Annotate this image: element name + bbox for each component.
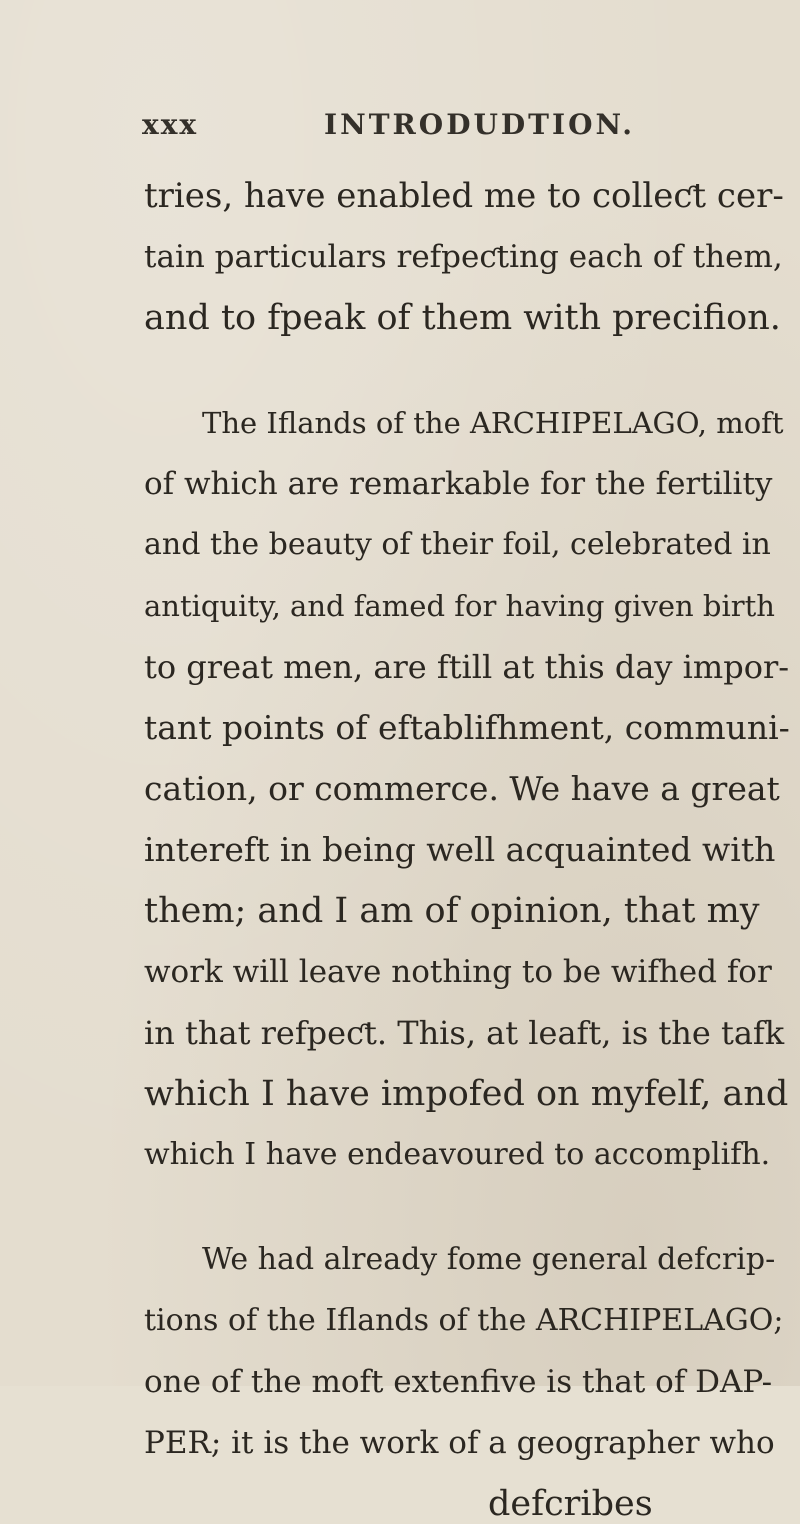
text-line: of which are remarkable for the fertility [144, 466, 773, 502]
running-head: INTRODUDTION. [324, 108, 636, 141]
text-line: which I have impofed on myfelf, and [144, 1074, 789, 1114]
text-line: The Iflands of the ARCHIPELAGO, moft [202, 406, 784, 440]
page-number: xxx [142, 108, 199, 141]
text-line: defcribes [488, 1484, 653, 1524]
text-line: and the beauty of their foil, celebrated in [144, 527, 771, 562]
text-line: which I have endeavoured to accomplifh. [144, 1137, 771, 1172]
text-line: to great men, are ftill at this day impor- [144, 648, 790, 686]
text-line: tant points of eftablifhment, communi- [144, 708, 790, 747]
text-line: and to fpeak of them with precifion. [144, 298, 781, 338]
text-line: one of the moft extenfive is that of DAP- [144, 1364, 773, 1400]
text-line: intereft in being well acquainted with [144, 830, 776, 869]
text-line: in that refpeƈt. This, at leaft, is the tafk [144, 1014, 785, 1052]
text-line: We had already fome general defcrip- [202, 1242, 776, 1277]
text-line: work will leave nothing to be wifhed for [144, 954, 772, 990]
text-line: PER; it is the work of a geographer who [144, 1425, 775, 1461]
text-line: antiquity, and famed for having given birth [144, 589, 775, 623]
text-line: tries, have enabled me to colleƈt cer- [144, 176, 784, 216]
text-line: tain particulars refpeƈting each of them, [144, 239, 783, 275]
text-line: them; and I am of opinion, that my [144, 891, 760, 931]
text-line: cation, or commerce. We have a great [144, 769, 780, 808]
text-line: tions of the Iflands of the ARCHIPELAGO; [144, 1303, 784, 1338]
